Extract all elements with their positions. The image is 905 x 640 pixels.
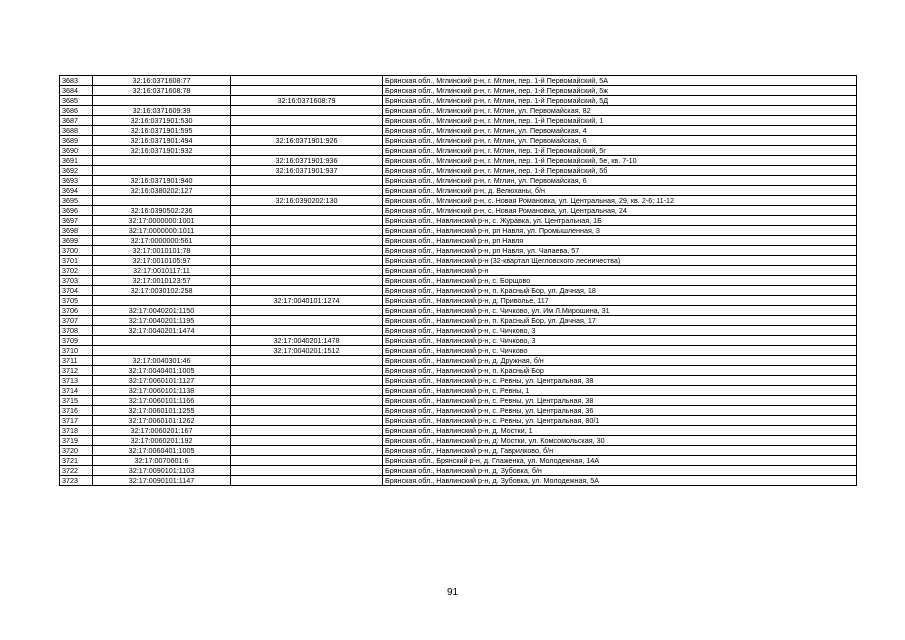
cadastral-number-cell: 32:17:0010105:97 xyxy=(93,256,231,266)
address-cell: Брянская обл., Навлинский р-н, с. Чичково xyxy=(383,346,857,356)
cadastral-number-alt-cell xyxy=(231,356,383,366)
table-row xyxy=(60,276,857,286)
cadastral-number-cell: 32:17:0030102:258 xyxy=(93,286,231,296)
row-number: 3708 xyxy=(60,326,93,336)
row-number: 3694 xyxy=(60,186,93,196)
address-cell: Брянская обл., Мглинский р-н, г. Мглин, пер. 1-й Первомайский, 5г xyxy=(383,146,857,156)
address-cell: Брянская обл., Навлинский р-н, с. Ревны, ул. Центральная, 36 xyxy=(383,406,857,416)
table-row xyxy=(60,466,857,476)
cadastral-number-cell: 32:17:0040201:1474 xyxy=(93,326,231,336)
table-row xyxy=(60,246,857,256)
row-number: 3699 xyxy=(60,236,93,246)
cadastral-number-cell: 32:17:0000000:1001 xyxy=(93,216,231,226)
table-row xyxy=(60,196,857,206)
row-number: 3722 xyxy=(60,466,93,476)
cadastral-number-cell: 32:17:0060101:1262 xyxy=(93,416,231,426)
address-cell: Брянская обл., Мглинский р-н, г. Мглин, ул. Первомайская, 6 xyxy=(383,176,857,186)
row-number: 3721 xyxy=(60,456,93,466)
cadastral-number-cell: 32:17:0060101:1166 xyxy=(93,396,231,406)
table-row xyxy=(60,346,857,356)
cadastral-number-alt-cell: 32:16:0371901:936 xyxy=(231,156,383,166)
address-cell: Брянская обл., Навлинский р-н, д. Мостки, ул. Комсомольская, 30 xyxy=(383,436,857,446)
table-row xyxy=(60,256,857,266)
table-row xyxy=(60,116,857,126)
cadastral-number-alt-cell xyxy=(231,236,383,246)
cadastral-number-alt-cell xyxy=(231,286,383,296)
cadastral-number-cell xyxy=(93,96,231,106)
table-row xyxy=(60,176,857,186)
table-row xyxy=(60,136,857,146)
row-number: 3685 xyxy=(60,96,93,106)
cadastral-number-cell: 32:17:0060401:1005 xyxy=(93,446,231,456)
row-number: 3718 xyxy=(60,426,93,436)
address-cell: Брянская обл., Мглинский р-н, г. Мглин, пер. 1-й Первомайский, 5А xyxy=(383,76,857,86)
cadastral-number-alt-cell xyxy=(231,406,383,416)
row-number: 3687 xyxy=(60,116,93,126)
cadastral-number-alt-cell xyxy=(231,226,383,236)
table-row xyxy=(60,146,857,156)
address-cell: Брянская обл., Навлинский р-н, с. Ревны, 1 xyxy=(383,386,857,396)
row-number: 3710 xyxy=(60,346,93,356)
address-cell: Брянская обл., Мглинский р-н, г. Мглин, пер. 1-й Первомайский, 5е, кв. 7-10 xyxy=(383,156,857,166)
address-cell: Брянская обл., Навлинский р-н, п. Красный Бор, ул. Дачная, 17 xyxy=(383,316,857,326)
cadastral-number-cell: 32:17:0060101:1138 xyxy=(93,386,231,396)
cadastral-number-cell: 32:17:0010123:57 xyxy=(93,276,231,286)
cadastral-number-alt-cell: 32:17:0040101:1274 xyxy=(231,296,383,306)
cadastral-number-cell: 32:16:0371901:932 xyxy=(93,146,231,156)
table-row xyxy=(60,396,857,406)
row-number: 3704 xyxy=(60,286,93,296)
table-row xyxy=(60,446,857,456)
address-cell: Брянская обл., Навлинский р-н, с. Ревны, ул. Центральная, 38 xyxy=(383,376,857,386)
cadastral-number-alt-cell xyxy=(231,246,383,256)
table-row xyxy=(60,406,857,416)
address-cell: Брянская обл., Мглинский р-н, д. Велюханы, б/н xyxy=(383,186,857,196)
address-cell: Брянская обл., Навлинский р-н, с. Ревны, ул. Центральная, 80/1 xyxy=(383,416,857,426)
row-number: 3716 xyxy=(60,406,93,416)
cadastral-number-alt-cell xyxy=(231,216,383,226)
cadastral-number-cell: 32:17:0040401:1005 xyxy=(93,366,231,376)
cadastral-number-cell: 32:17:0040201:1195 xyxy=(93,316,231,326)
cadastral-number-alt-cell xyxy=(231,446,383,456)
table-row xyxy=(60,86,857,96)
cadastral-number-cell: 32:16:0380202:127 xyxy=(93,186,231,196)
cadastral-number-cell: 32:16:0371901:494 xyxy=(93,136,231,146)
cadastral-number-alt-cell xyxy=(231,466,383,476)
row-number: 3703 xyxy=(60,276,93,286)
cadastral-number-alt-cell xyxy=(231,106,383,116)
cadastral-number-alt-cell xyxy=(231,396,383,406)
table-row xyxy=(60,296,857,306)
table-row xyxy=(60,476,857,486)
table-row xyxy=(60,416,857,426)
address-cell: Брянская обл., Навлинский р-н, с. Ревны, ул. Центральная, 38 xyxy=(383,396,857,406)
cadastral-number-cell: 32:17:0060201:167 xyxy=(93,426,231,436)
cadastral-number-alt-cell xyxy=(231,366,383,376)
address-cell: Брянская обл., Мглинский р-н, г. Мглин, пер. 1-й Первомайский, 5б xyxy=(383,166,857,176)
row-number: 3693 xyxy=(60,176,93,186)
row-number: 3706 xyxy=(60,306,93,316)
address-cell: Брянская обл., Мглинский р-н, с. Новая Романовка, ул. Центральная, 24 xyxy=(383,206,857,216)
address-cell: Брянская обл., Навлинский р-н, рп Навля, ул. Промышленная, 3 xyxy=(383,226,857,236)
cadastral-number-alt-cell xyxy=(231,326,383,336)
cadastral-number-alt-cell: 32:17:0040201:1512 xyxy=(231,346,383,356)
cadastral-number-alt-cell xyxy=(231,276,383,286)
address-cell: Брянская обл., Мглинский р-н, г. Мглин, пер. 1-й Первомайский, 5Д xyxy=(383,96,857,106)
cadastral-number-cell: 32:17:0040301:46 xyxy=(93,356,231,366)
cadastral-number-alt-cell: 32:16:0390202:130 xyxy=(231,196,383,206)
cadastral-number-alt-cell xyxy=(231,186,383,196)
table-row xyxy=(60,316,857,326)
table-row xyxy=(60,126,857,136)
row-number: 3686 xyxy=(60,106,93,116)
row-number: 3713 xyxy=(60,376,93,386)
address-cell: Брянская обл., Навлинский р-н, д. Мостки, 1 xyxy=(383,426,857,436)
cadastral-number-cell: 32:16:0371608:77 xyxy=(93,76,231,86)
address-cell: Брянская обл., Мглинский р-н, г. Мглин, пер. 1-й Первомайский, 5ж xyxy=(383,86,857,96)
row-number: 3714 xyxy=(60,386,93,396)
cadastral-number-cell: 32:17:0010101:78 xyxy=(93,246,231,256)
row-number: 3707 xyxy=(60,316,93,326)
row-number: 3692 xyxy=(60,166,93,176)
cadastral-number-alt-cell xyxy=(231,316,383,326)
registry-table xyxy=(59,75,857,486)
address-cell: Брянская обл., Навлинский р-н, д. Приволье, 117 xyxy=(383,296,857,306)
table-row xyxy=(60,236,857,246)
address-cell: Брянская обл., Мглинский р-н, г. Мглин, ул. Первомайская, 6 xyxy=(383,136,857,146)
cadastral-number-cell: 32:17:0000000:561 xyxy=(93,236,231,246)
table-row xyxy=(60,186,857,196)
address-cell: Брянская обл., Навлинский р-н, д. Дружная, б/н xyxy=(383,356,857,366)
table-row xyxy=(60,156,857,166)
address-cell: Брянская обл., Навлинский р-н, рп Навля xyxy=(383,236,857,246)
cadastral-number-cell xyxy=(93,296,231,306)
cadastral-number-cell: 32:16:0390502:236 xyxy=(93,206,231,216)
row-number: 3691 xyxy=(60,156,93,166)
cadastral-number-alt-cell xyxy=(231,436,383,446)
address-cell: Брянская обл., Навлинский р-н, п. Красный Бор xyxy=(383,366,857,376)
cadastral-number-cell: 32:16:0371901:595 xyxy=(93,126,231,136)
address-cell: Брянская обл., Навлинский р-н, с. Журавка, ул. Центральная, 1Б xyxy=(383,216,857,226)
row-number: 3688 xyxy=(60,126,93,136)
row-number: 3701 xyxy=(60,256,93,266)
table-row xyxy=(60,286,857,296)
cadastral-number-alt-cell xyxy=(231,126,383,136)
cadastral-number-cell xyxy=(93,156,231,166)
cadastral-number-cell: 32:17:0040201:1150 xyxy=(93,306,231,316)
table-row xyxy=(60,306,857,316)
table-row xyxy=(60,266,857,276)
row-number: 3683 xyxy=(60,76,93,86)
table-row xyxy=(60,76,857,86)
cadastral-number-cell: 32:17:0090101:1147 xyxy=(93,476,231,486)
table-row xyxy=(60,456,857,466)
address-cell: Брянская обл., Навлинский р-н, д. Зубовка, ул. Молодежная, 5А xyxy=(383,476,857,486)
address-cell: Брянская обл., Навлинский р-н, с. Чичково, 3 xyxy=(383,326,857,336)
table-row xyxy=(60,336,857,346)
table-row xyxy=(60,356,857,366)
table-row xyxy=(60,386,857,396)
table-row xyxy=(60,166,857,176)
table-row xyxy=(60,326,857,336)
address-cell: Брянская обл., Навлинский р-н, д. Зубовка, б/н xyxy=(383,466,857,476)
cadastral-number-alt-cell xyxy=(231,416,383,426)
cadastral-number-cell: 32:17:0060201:192 xyxy=(93,436,231,446)
page-number: 91 xyxy=(446,587,459,598)
cadastral-number-alt-cell: 32:16:0371608:79 xyxy=(231,96,383,106)
row-number: 3719 xyxy=(60,436,93,446)
cadastral-number-cell xyxy=(93,196,231,206)
cadastral-number-alt-cell: 32:16:0371901:937 xyxy=(231,166,383,176)
row-number: 3700 xyxy=(60,246,93,256)
cadastral-number-cell: 32:17:0070601:6 xyxy=(93,456,231,466)
row-number: 3690 xyxy=(60,146,93,156)
row-number: 3717 xyxy=(60,416,93,426)
table-row xyxy=(60,226,857,236)
table-row xyxy=(60,216,857,226)
cadastral-number-alt-cell xyxy=(231,86,383,96)
cadastral-number-alt-cell xyxy=(231,256,383,266)
cadastral-number-cell: 32:17:0060101:1255 xyxy=(93,406,231,416)
row-number: 3684 xyxy=(60,86,93,96)
cadastral-number-cell: 32:17:0060101:1127 xyxy=(93,376,231,386)
table-row xyxy=(60,436,857,446)
cadastral-number-alt-cell xyxy=(231,456,383,466)
table-row xyxy=(60,366,857,376)
cadastral-number-alt-cell xyxy=(231,116,383,126)
row-number: 3695 xyxy=(60,196,93,206)
address-cell: Брянская обл., Навлинский р-н, п. Красный Бор, ул. Дачная, 18 xyxy=(383,286,857,296)
cadastral-number-cell: 32:17:0000000:1011 xyxy=(93,226,231,236)
cadastral-number-cell xyxy=(93,336,231,346)
row-number: 3715 xyxy=(60,396,93,406)
row-number: 3723 xyxy=(60,476,93,486)
row-number: 3709 xyxy=(60,336,93,346)
address-cell: Брянская обл., Мглинский р-н, с. Новая Романовка, ул. Центральная, 29, кв. 2-6; 11-12 xyxy=(383,196,857,206)
table-row xyxy=(60,206,857,216)
cadastral-number-alt-cell xyxy=(231,386,383,396)
cadastral-number-alt-cell: 32:16:0371901:926 xyxy=(231,136,383,146)
cadastral-number-alt-cell xyxy=(231,76,383,86)
cadastral-number-cell: 32:16:0371609:39 xyxy=(93,106,231,116)
row-number: 3689 xyxy=(60,136,93,146)
cadastral-number-alt-cell xyxy=(231,146,383,156)
address-cell: Брянская обл., Навлинский р-н, с. Чичково, 3 xyxy=(383,336,857,346)
table-row xyxy=(60,426,857,436)
cadastral-number-cell xyxy=(93,166,231,176)
cadastral-number-cell xyxy=(93,346,231,356)
cadastral-number-cell: 32:16:0371901:530 xyxy=(93,116,231,126)
cadastral-number-alt-cell xyxy=(231,266,383,276)
cadastral-number-alt-cell xyxy=(231,426,383,436)
cadastral-number-alt-cell: 32:17:0040201:1478 xyxy=(231,336,383,346)
row-number: 3698 xyxy=(60,226,93,236)
cadastral-number-cell: 32:16:0371608:78 xyxy=(93,86,231,96)
table-row xyxy=(60,376,857,386)
row-number: 3711 xyxy=(60,356,93,366)
row-number: 3705 xyxy=(60,296,93,306)
address-cell: Брянская обл., Навлинский р-н, рп Навля, ул. Чапаева, 57 xyxy=(383,246,857,256)
address-cell: Брянская обл., Навлинский р-н (32-квартал Щегловского лесничества) xyxy=(383,256,857,266)
cadastral-number-cell: 32:17:0010117:11 xyxy=(93,266,231,276)
row-number: 3720 xyxy=(60,446,93,456)
address-cell: Брянская обл., Брянский р-н, д. Глаженка, ул. Молодежная, 14А xyxy=(383,456,857,466)
address-cell: Брянская обл., Мглинский р-н, г. Мглин, ул. Первомайская, 82 xyxy=(383,106,857,116)
cadastral-number-alt-cell xyxy=(231,476,383,486)
address-cell: Брянская обл., Навлинский р-н, с. Борщово xyxy=(383,276,857,286)
address-cell: Брянская обл., Мглинский р-н, г. Мглин, ул. Первомайская, 4 xyxy=(383,126,857,136)
address-cell: Брянская обл., Навлинский р-н, с. Чичково, ул. Им Л.Мирошина, 31 xyxy=(383,306,857,316)
row-number: 3697 xyxy=(60,216,93,226)
registry-table-body xyxy=(60,76,857,486)
address-cell: Брянская обл., Навлинский р-н xyxy=(383,266,857,276)
address-cell: Брянская обл., Навлинский р-н, д. Гаврилково, б/н xyxy=(383,446,857,456)
row-number: 3696 xyxy=(60,206,93,216)
address-cell: Брянская обл., Мглинский р-н, г. Мглин, пер. 1-й Первомайский, 1 xyxy=(383,116,857,126)
table-row xyxy=(60,96,857,106)
cadastral-number-alt-cell xyxy=(231,306,383,316)
row-number: 3702 xyxy=(60,266,93,276)
cadastral-number-alt-cell xyxy=(231,176,383,186)
cadastral-number-cell: 32:16:0371901:940 xyxy=(93,176,231,186)
table-row xyxy=(60,106,857,116)
cadastral-number-alt-cell xyxy=(231,376,383,386)
cadastral-number-cell: 32:17:0090101:1103 xyxy=(93,466,231,476)
cadastral-number-alt-cell xyxy=(231,206,383,216)
row-number: 3712 xyxy=(60,366,93,376)
